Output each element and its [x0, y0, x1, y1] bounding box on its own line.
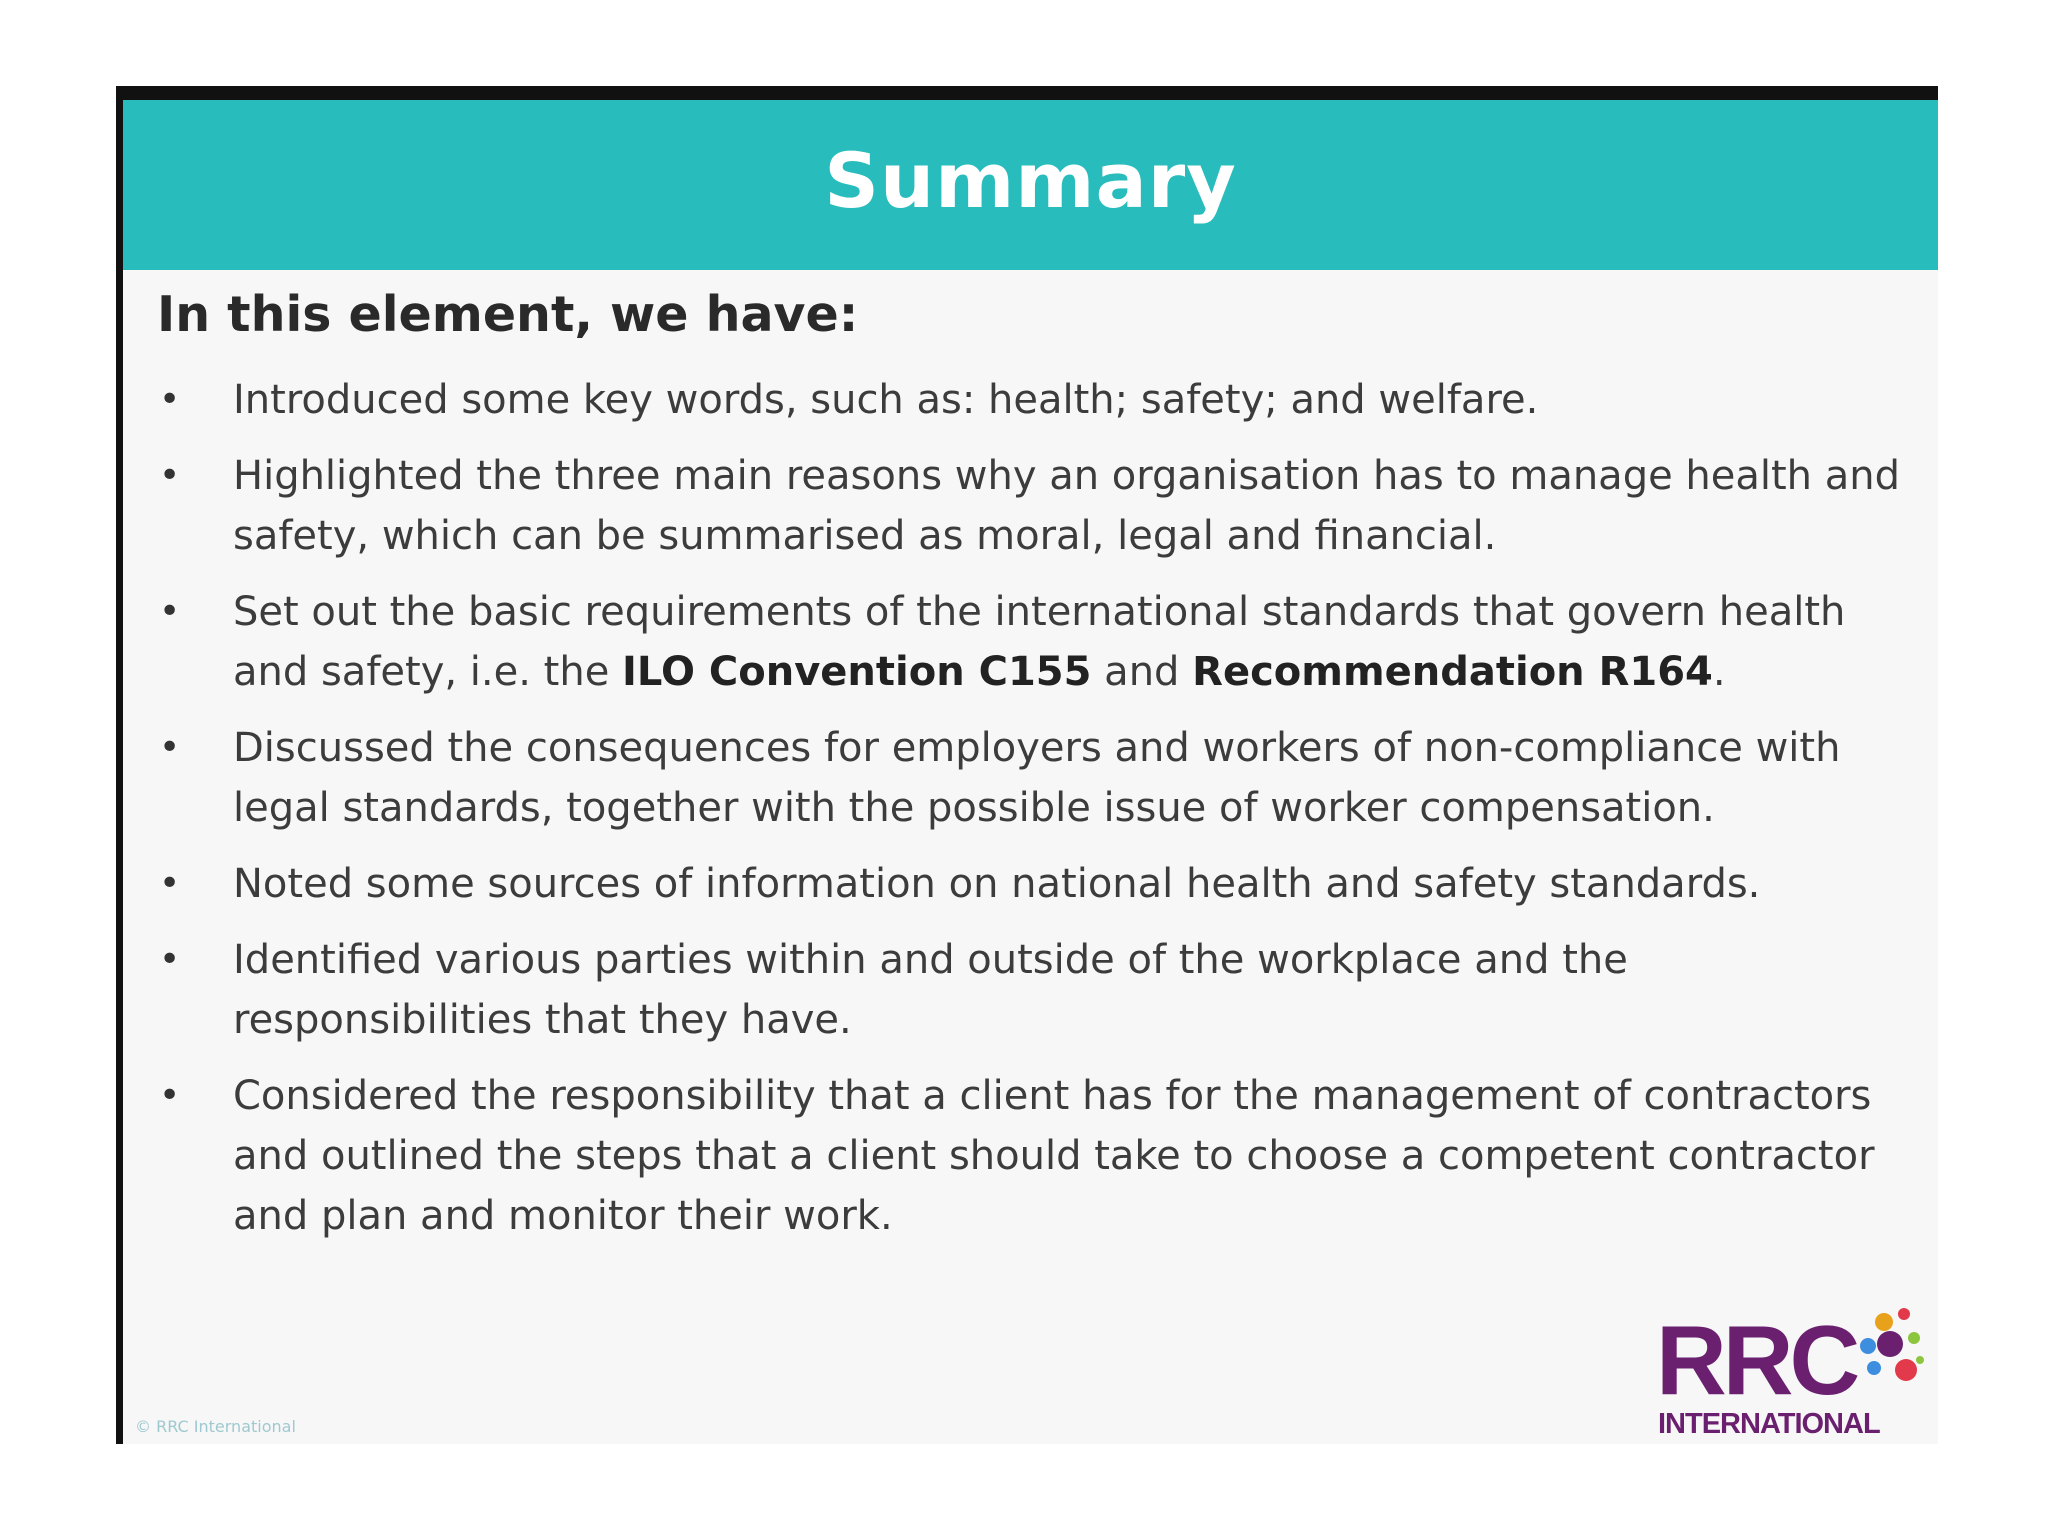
- bullet-item: [157, 582, 1917, 702]
- bullet-list: [157, 370, 1917, 1262]
- slide-title: Summary: [824, 135, 1237, 225]
- bullet-item: [157, 930, 1917, 1050]
- bullet-dot-icon: •: [159, 379, 181, 420]
- bullet-item: [157, 854, 1917, 914]
- bullet-item: [157, 718, 1917, 838]
- intro-heading: In this element, we have:: [157, 286, 859, 343]
- bullet-dot-icon: •: [159, 455, 181, 496]
- copyright-text: © RRC International: [135, 1417, 296, 1436]
- bullet-dot-icon: •: [159, 863, 181, 904]
- bullet-text: Set out the basic requirements of the international standards that govern health and safety, i.e. the: [233, 589, 1846, 695]
- logo-dots-icon: [1856, 1304, 1926, 1404]
- bullet-text: Highlighted the three main reasons why an organisation has to manage health and safety, which can be summarised as moral, legal and financial.: [233, 453, 1900, 559]
- bullet-dot-icon: •: [159, 727, 181, 768]
- bullet-bold-text: ILO Convention C155: [622, 649, 1092, 695]
- rrc-logo: [1656, 1304, 1926, 1444]
- logo-subtext: INTERNATIONAL: [1658, 1408, 1880, 1440]
- bullet-text: Noted some sources of information on national health and safety standards.: [233, 861, 1761, 907]
- bullet-bold-text: Recommendation R164: [1192, 649, 1713, 695]
- bullet-dot-icon: •: [159, 1075, 181, 1116]
- bullet-item: [157, 370, 1917, 430]
- bullet-text: Discussed the consequences for employers and workers of non-compliance with legal standards, together with the possible issue of worker compensation.: [233, 725, 1841, 831]
- bullet-text: and: [1091, 649, 1193, 695]
- logo-text: RRC: [1656, 1305, 1857, 1415]
- bullet-dot-icon: •: [159, 591, 181, 632]
- bullet-item: [157, 1066, 1917, 1246]
- bullet-text: .: [1712, 649, 1726, 695]
- bullet-text: Introduced some key words, such as: health; safety; and welfare.: [233, 377, 1539, 423]
- bullet-item: [157, 446, 1917, 566]
- slide: [116, 86, 1938, 1444]
- bullet-text: Identified various parties within and outside of the workplace and the responsibilities that they have.: [233, 937, 1628, 1043]
- bullet-text: Considered the responsibility that a client has for the management of contractors and outlined the steps that a client should take to choose a competent contractor and plan and monitor their work.: [233, 1073, 1875, 1239]
- header-band: [123, 100, 1938, 270]
- bullet-dot-icon: •: [159, 939, 181, 980]
